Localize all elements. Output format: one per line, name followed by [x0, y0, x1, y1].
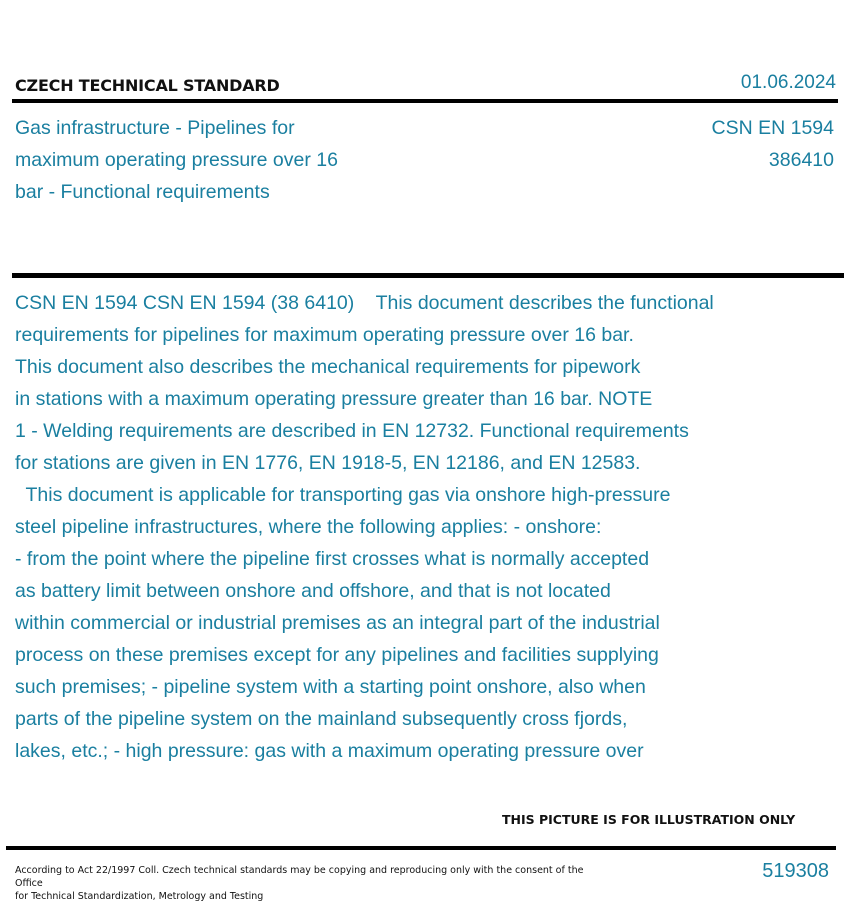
classification-number: 386410 [768, 149, 834, 171]
publication-date: 01.06.2024 [740, 72, 836, 93]
abstract-line: steel pipeline infrastructures, where the following applies: - onshore: [15, 516, 602, 538]
abstract-text [15, 287, 815, 767]
copyright-line: for Technical Standardization, Metrology and Testing [15, 891, 264, 902]
copyright-line: According to Act 22/1997 Coll. Czech technical standards may be copying and reproducing only with the consent of the Office [15, 865, 584, 889]
abstract-line: This document also describes the mechanical requirements for pipework [15, 356, 641, 378]
abstract-line: CSN EN 1594 CSN EN 1594 (38 6410) This document describes the functional [15, 292, 714, 314]
catalog-number: 519308 [762, 860, 829, 882]
abstract-line: process on these premises except for any pipelines and facilities supplying [15, 644, 659, 666]
abstract-line: within commercial or industrial premises as an integral part of the industrial [15, 612, 660, 634]
footer-rule [6, 846, 836, 850]
abstract-line: This document is applicable for transporting gas via onshore high-pressure [15, 484, 671, 506]
abstract-line: lakes, etc.; - high pressure: gas with a maximum operating pressure over [15, 740, 644, 762]
title-line: maximum operating pressure over 16 [15, 149, 338, 171]
abstract-line: such premises; - pipeline system with a starting point onshore, also when [15, 676, 646, 698]
title-rule [12, 273, 844, 278]
standard-codes [712, 112, 834, 176]
abstract-line: parts of the pipeline system on the mainland subsequently cross fjords, [15, 708, 628, 730]
illustration-disclaimer: THIS PICTURE IS FOR ILLUSTRATION ONLY [502, 812, 796, 827]
abstract-line: in stations with a maximum operating pressure greater than 16 bar. NOTE [15, 388, 653, 410]
abstract-line: - from the point where the pipeline first crosses what is normally accepted [15, 548, 650, 570]
abstract-line: requirements for pipelines for maximum operating pressure over 16 bar. [15, 324, 634, 346]
abstract-line: as battery limit between onshore and offshore, and that is not located [15, 580, 611, 602]
abstract-line: for stations are given in EN 1776, EN 1918-5, EN 12186, and EN 12583. [15, 452, 641, 474]
header-rule [12, 99, 838, 103]
title-line: Gas infrastructure - Pipelines for [15, 117, 295, 139]
document-type-label: CZECH TECHNICAL STANDARD [15, 76, 280, 95]
title-line: bar - Functional requirements [15, 181, 270, 203]
copyright-notice [15, 864, 595, 903]
abstract-line: 1 - Welding requirements are described in EN 12732. Functional requirements [15, 420, 689, 442]
standard-number: CSN EN 1594 [711, 117, 834, 139]
document-title [15, 112, 405, 208]
